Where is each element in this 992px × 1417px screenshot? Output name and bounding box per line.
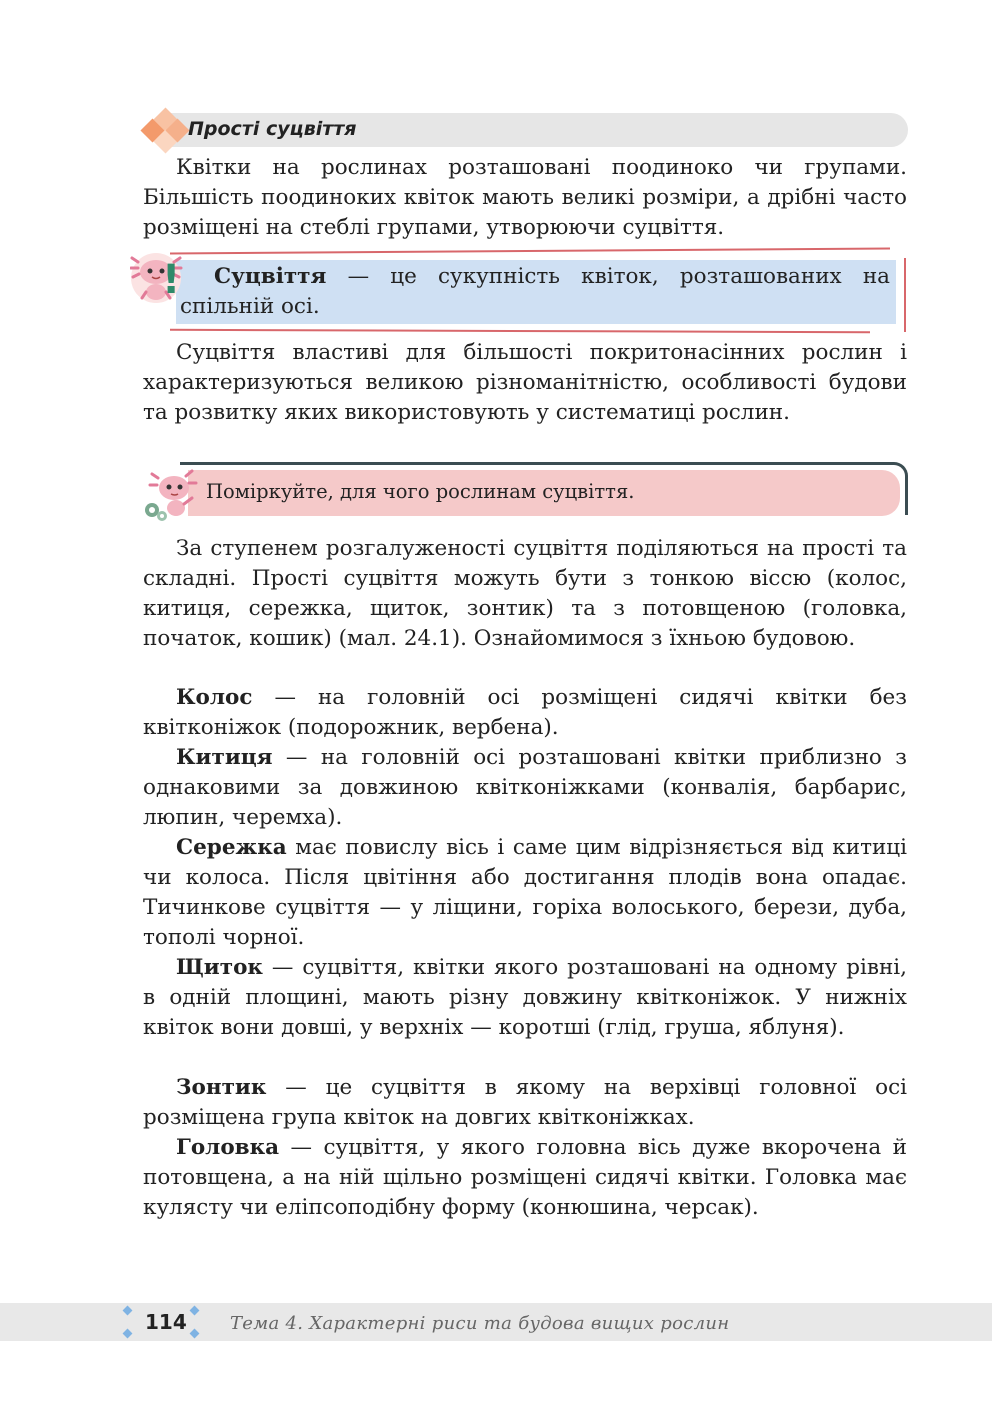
think-box [140, 462, 908, 520]
type-term: Колос [176, 685, 253, 710]
definition-bottom-line [170, 329, 870, 333]
page-footer [0, 1303, 992, 1341]
type-paragraph-kolos [143, 683, 907, 743]
exclamation-icon: ! [162, 257, 181, 303]
definition-top-line [170, 247, 890, 254]
thinking-axolotl-icon [140, 466, 202, 522]
type-text: — на головній осі розташовані квітки приблизно з однаковими за довжиною квітконіжками (конвалія, барбарис, люпин, черемха). [143, 745, 907, 830]
type-term: Китиця [176, 745, 273, 770]
definition-text [180, 262, 890, 322]
section-title: Прості суцвіття [188, 118, 357, 140]
type-term: Головка [176, 1135, 280, 1160]
intro-paragraph: Квітки на рослинах розташовані поодиноко чи групами. Більшість поодиноких квіток мають великі розміри, а дрібні часто розміщені на стеблі групами, утворюючи суцвіття. [143, 155, 907, 240]
type-paragraph-serezhka [143, 833, 907, 953]
type-text: — суцвіття, у якого головна вісь дуже вкорочена й потовщена, а на ній щільно розміщені сидячі квітки. Головка має кулясту чи еліпсоподібну форму (конюшина, черсак). [143, 1135, 907, 1220]
type-paragraph-kytytsia [143, 743, 907, 833]
section-header [140, 113, 908, 147]
type-term: Щиток [176, 955, 263, 980]
type-paragraph-zontyk [143, 1073, 907, 1133]
paragraph-2: Суцвіття властиві для більшості покритонасінних рослин і характеризуються великою різноманітністю, особливості будови та розвитку яких використовують у систематиці рослин. [143, 340, 907, 425]
definition-term: Суцвіття [214, 264, 327, 289]
type-term: Сережка [176, 835, 287, 860]
definition-box [130, 250, 910, 334]
type-text: — на головній осі розміщені сидячі квітки без квітконіжок (подорожник, вербена). [143, 685, 907, 740]
type-paragraph-shchytok [143, 953, 907, 1043]
definition-right-line [904, 258, 906, 332]
type-text: — суцвіття, квітки якого розташовані на одному рівні, в одній площині, мають різну довжину квітконіжок. У нижніх квіток вони довші, у верхніх — коротші (глід, груша, яблуня). [143, 955, 907, 1040]
definition-body: — це сукупність квіток, розташованих на спільній осі. [180, 264, 890, 319]
type-text: має повислу вісь і саме цим відрізняється від китиці чи колоса. Після цвітіння або достигання плодів вона опадає. Тичинкове суцвіття — у ліщини, горіха волоського, берези, дуба, тополі чорної. [143, 835, 907, 950]
footer-diamond-icon [190, 1306, 200, 1316]
footer-diamond-icon [190, 1329, 200, 1339]
footer-diamond-icon [123, 1329, 133, 1339]
type-text: — це суцвіття в якому на верхівці головної осі розміщена група квіток на довгих квітконіжках. [143, 1075, 907, 1130]
footer-diamond-icon [123, 1306, 133, 1316]
page-number: 114 [145, 1310, 187, 1334]
footer-topic: Тема 4. Характерні риси та будова вищих рослин [230, 1313, 730, 1334]
paragraph-3: За ступенем розгалуженості суцвіття поділяються на прості та складні. Прості суцвіття можуть бути з тонкою віссю (колос, китиця, сережка, щиток, зонтик) та з потовщеною (головка, початок, кошик) (мал. 24.1). Ознайомимося з їхньою будовою. [143, 536, 907, 651]
type-paragraph-holovka [143, 1133, 907, 1223]
think-text: Поміркуйте, для чого рослинам суцвіття. [206, 480, 635, 503]
type-term: Зонтик [176, 1075, 267, 1100]
